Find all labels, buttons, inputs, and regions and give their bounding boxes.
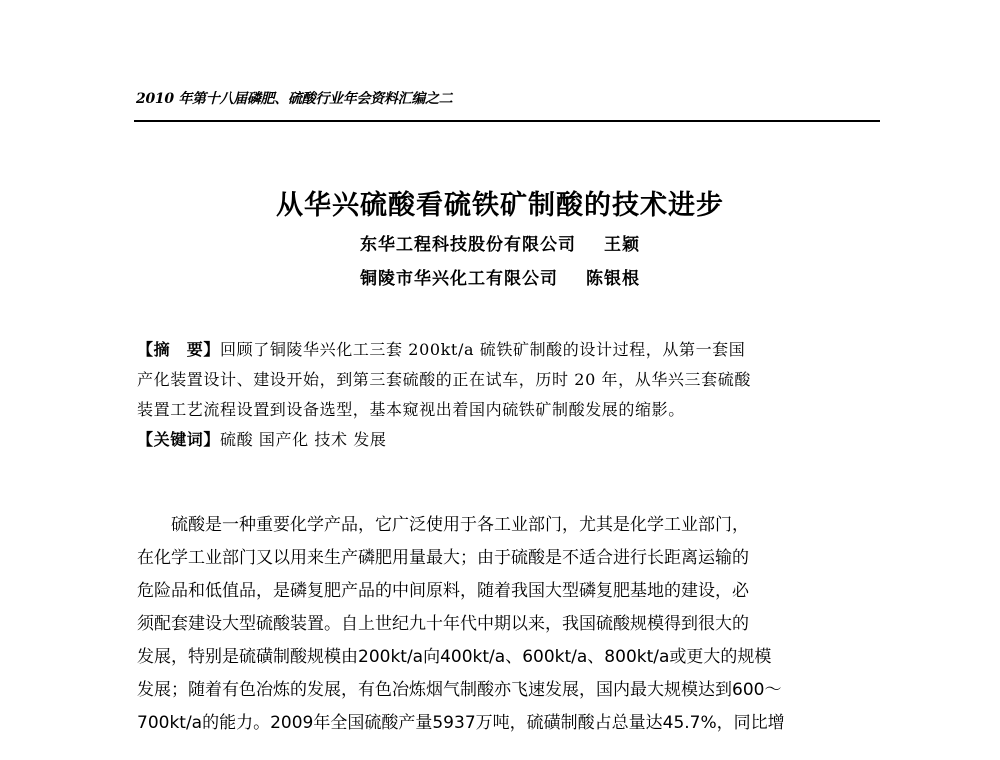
author-affiliation: 东华工程科技股份有限公司: [360, 235, 576, 255]
body-line: 700kt/a的能力。2009年全国硫酸产量5937万吨，硫磺制酸占总量达45.7%，同比增: [137, 713, 785, 733]
abstract-tag: 【摘 要】: [137, 340, 221, 359]
body-text: [137, 509, 877, 740]
keywords-text: 硫酸 国产化 技术 发展: [220, 430, 387, 449]
author-line-2: [0, 264, 1000, 289]
body-line: 发展；随着有色冶炼的发展，有色冶炼烟气制酸亦飞速发展，国内最大规模达到600～: [137, 680, 782, 700]
body-line: 发展，特别是硫磺制酸规模由200kt/a向400kt/a、600kt/a、800kt/a或更大的规模: [137, 647, 772, 667]
body-line: 在化学工业部门又以用来生产磷肥用量最大；由于硫酸是不适合进行长距离运输的: [137, 548, 749, 568]
author-line-1: [0, 230, 1000, 255]
abstract-line: 装置工艺流程设置到设备选型，基本窥视出着国内硫铁矿制酸发展的缩影。: [137, 400, 685, 419]
author-affiliation: 铜陵市华兴化工有限公司: [360, 269, 558, 289]
body-line: 硫酸是一种重要化学产品，它广泛使用于各工业部门，尤其是化学工业部门，: [137, 515, 749, 535]
header-rule: [134, 120, 880, 122]
keywords-line: [137, 425, 877, 455]
abstract-section: [137, 335, 877, 455]
keywords-tag: 【关键词】: [137, 430, 221, 449]
author-name: 王颖: [604, 235, 640, 255]
body-line: 须配套建设大型硫酸装置。自上世纪九十年代中期以来，我国硫酸规模得到很大的: [137, 614, 749, 634]
paper-title: 从华兴硫酸看硫铁矿制酸的技术进步: [276, 190, 724, 221]
body-line: 危险品和低值品，是磷复肥产品的中间原料，随着我国大型磷复肥基地的建设，必: [137, 581, 749, 601]
running-header: 2010 年第十八届磷肥、硫酸行业年会资料汇编之二: [136, 91, 453, 107]
abstract-line: 【摘 要】回顾了铜陵华兴化工三套 200kt/a 硫铁矿制酸的设计过程，从第一套国: [137, 340, 746, 359]
abstract-line: 产化装置设计、建设开始，到第三套硫酸的正在试车，历时 20 年，从华兴三套硫酸: [137, 370, 751, 389]
author-name: 陈银根: [586, 269, 640, 289]
